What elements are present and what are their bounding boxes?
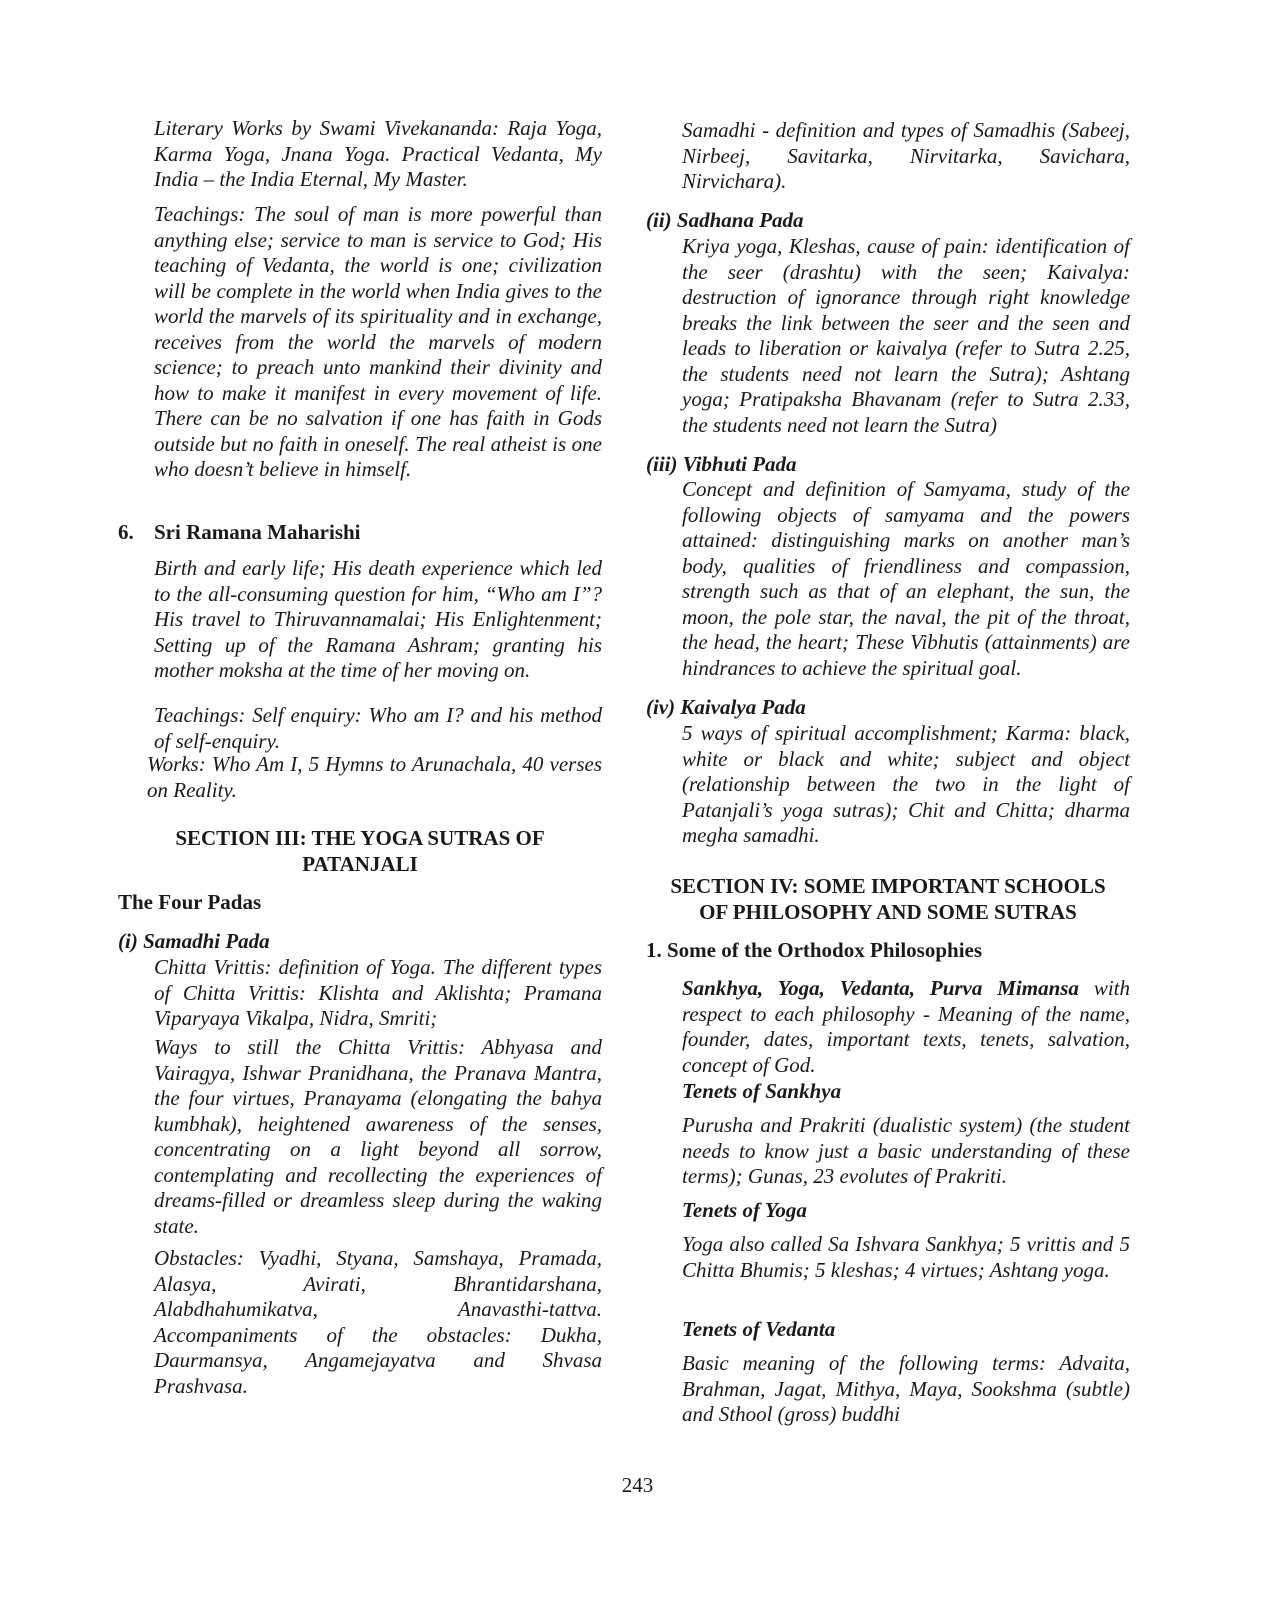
sadhana-pada-heading: (ii) Sadhana Pada [646, 208, 804, 232]
obstacles-block [118, 1246, 602, 1399]
ramana-number: 6. [118, 520, 134, 544]
samadhi-def-block [646, 118, 1130, 195]
orthodox-heading: 1. Some of the Orthodox Philosophies [646, 938, 983, 962]
chitta-block [118, 955, 602, 1032]
kaivalya-heading-block [646, 695, 1130, 720]
literary-works: Literary Works by Swami Vivekananda: Raja Yoga, Karma Yoga, Jnana Yoga. Practical Vedanta, My India – the India Eternal, My Master. [154, 116, 602, 191]
section-3-line-2: PATANJALI [302, 851, 418, 876]
chitta-vrittis: Chitta Vrittis: definition of Yoga. The different types of Chitta Vrittis: Klishta and Aklishta; Pramana Viparyaya Vikalpa, Nidra, Smriti; [154, 955, 602, 1030]
yoga-block [646, 1232, 1130, 1283]
tenets-vedanta-heading: Tenets of Vedanta [682, 1317, 836, 1341]
literary-works-block [118, 116, 602, 193]
four-padas-heading: The Four Padas [118, 890, 262, 914]
page-number: 243 [621, 1473, 654, 1497]
sadhana-block [646, 234, 1130, 438]
section-4-line-2: OF PHILOSOPHY AND SOME SUTRAS [699, 899, 1077, 924]
samadhi-pada-heading: (i) Samadhi Pada [118, 929, 270, 953]
ways-to-still: Ways to still the Chitta Vrittis: Abhyasa and Vairagya, Ishwar Pranidhana, the Pranava Mantra, the four virtues, Pranayama (elongating the bahya kumbhak), heightened awareness of the senses, concentrating on a light beyond all sorrow, contemplating and recollecting the experiences of dreams-filled or dreamless sleep during the waking state. [154, 1035, 602, 1238]
obstacles: Obstacles: Vyadhi, Styana, Samshaya, Pramada, Alasya, Avirati, Bhrantidarshana, Alabdhahumikatva, Anavasthi-tattva. Accompaniments of the obstacles: Dukha, Daurmansya, Angamejayatva and Shvasa Prashvasa. [154, 1246, 602, 1398]
samadhi-definition: Samadhi - definition and types of Samadhis (Sabeej, Nirbeej, Savitarka, Nirvitarka, Savichara, Nirvichara). [682, 118, 1130, 193]
kaivalya-block [646, 721, 1130, 849]
ramana-life: Birth and early life; His death experience which led to the all-consuming question for him, “Who am I”? His travel to Thiruvannamalai; His Enlightenment; Setting up of the Ramana Ashram; granting his mother moksha at the time of her moving on. [154, 556, 602, 682]
tenets-yoga-heading-block [646, 1198, 1130, 1223]
schools-paragraph [682, 976, 1130, 1078]
section-4-heading [646, 874, 1130, 925]
four-padas-heading-block [118, 890, 602, 915]
ramana-title: Sri Ramana Maharishi [154, 520, 361, 544]
section-3-heading [118, 826, 602, 877]
vibhuti-block [646, 477, 1130, 681]
sankhya-block [646, 1113, 1130, 1190]
tenets-sankhya-heading-block [646, 1079, 1130, 1104]
yoga-text: Yoga also called Sa Ishvara Sankhya; 5 vrittis and 5 Chitta Bhumis; 5 kleshas; 4 virtues; Ashtang yoga. [682, 1232, 1130, 1282]
vibhuti-heading-block [646, 452, 1130, 477]
section-3-line-1: SECTION III: THE YOGA SUTRAS OF [175, 826, 545, 850]
ramana-works: Works: Who Am I, 5 Hymns to Arunachala, 40 verses on Reality. [147, 752, 602, 802]
teachings-block [118, 202, 602, 483]
vedanta-block [646, 1351, 1130, 1428]
schools-block [646, 976, 1130, 1078]
section-4-line-1: SECTION IV: SOME IMPORTANT SCHOOLS [670, 874, 1106, 898]
tenets-yoga-heading: Tenets of Yoga [682, 1198, 807, 1222]
tenets-sankhya-heading: Tenets of Sankhya [682, 1079, 842, 1103]
sankhya-text: Purusha and Prakriti (dualistic system) (the student needs to know just a basic understanding of these terms); Gunas, 23 evolutes of Prakriti. [682, 1113, 1130, 1188]
samadhi-pada-heading-block [118, 929, 602, 954]
vibhuti-text: Concept and definition of Samyama, study of the following objects of samyama and the powers attained: distinguishing marks on another man’s body, qualities of friendliness and compassion, strength such as that of an elephant, the sun, the moon, the pole star, the naval, the pit of the throat, the head, the heart; These Vibhutis (attainments) are hindrances to achieve the spiritual goal. [682, 477, 1130, 680]
sadhana-text: Kriya yoga, Kleshas, cause of pain: identification of the seer (drashtu) with the seen; Kaivalya: destruction of ignorance through right knowledge breaks the link between the seer and the seen and leads to liberation or kaivalya (refer to Sutra 2.25, the students need not learn the Sutra); Ashtang yoga; Pratipaksha Bhavanam (refer to Sutra 2.33, the students need not learn the Sutra) [682, 234, 1130, 437]
ramana-teachings-block [118, 703, 602, 754]
kaivalya-pada-heading: (iv) Kaivalya Pada [646, 695, 806, 719]
ramana-works-block [118, 752, 602, 803]
schools-description: with respect to each philosophy - Meaning of the name, founder, dates, important texts, tenets, salvation, concept of God. [682, 976, 1130, 1077]
ramana-heading [118, 520, 602, 545]
orthodox-heading-block [646, 938, 1130, 963]
ramana-life-block [118, 556, 602, 684]
vibhuti-pada-heading: (iii) Vibhuti Pada [646, 452, 797, 476]
tenets-vedanta-heading-block [646, 1317, 1130, 1342]
schools-names: Sankhya, Yoga, Vedanta, Purva Mimansa [682, 976, 1079, 1000]
ramana-teachings: Teachings: Self enquiry: Who am I? and his method of self-enquiry. [154, 703, 602, 753]
vedanta-text: Basic meaning of the following terms: Advaita, Brahman, Jagat, Mithya, Maya, Sookshma (subtle) and Sthool (gross) buddhi [682, 1351, 1130, 1426]
vivekananda-teachings: Teachings: The soul of man is more powerful than anything else; service to man is service to God; His teaching of Vedanta, the world is one; civilization will be complete in the world when India gives to the world the marvels of its spirituality and in exchange, receives from the world the marvels of modern science; to preach unto mankind their divinity and how to make it manifest in every movement of life. There can be no salvation if one has faith in Gods outside but no faith in oneself. The real atheist is one who doesn’t believe in himself. [154, 202, 602, 481]
sadhana-heading-block [646, 208, 1130, 233]
kaivalya-text: 5 ways of spiritual accomplishment; Karma: black, white or black and white; subject and object (relationship between the two in the light of Patanjali’s yoga sutras); Chit and Chitta; dharma megha samadhi. [682, 721, 1130, 847]
ways-block [118, 1035, 602, 1239]
